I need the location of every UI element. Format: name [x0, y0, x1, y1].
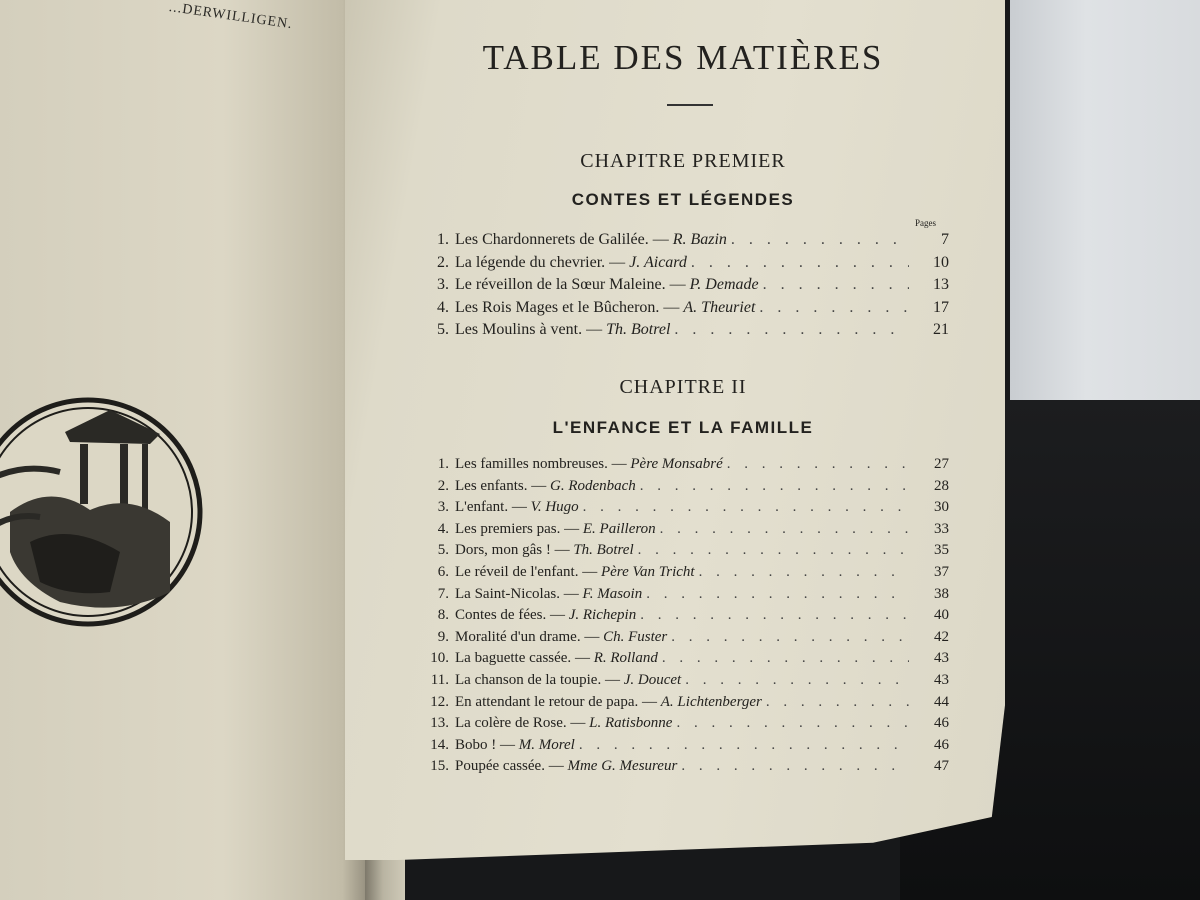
entry-title: Moralité d'un drame.	[455, 628, 581, 645]
entry-page: 35	[934, 542, 949, 559]
entry-author: P. Demade	[689, 276, 759, 293]
entry-page: 28	[934, 477, 949, 494]
toc-entry: 1. Les familles nombreuses. — Père Monsabré . . . 27	[423, 456, 949, 478]
entry-title: Les Moulins à vent.	[455, 321, 583, 338]
leader-dots	[640, 607, 909, 624]
chapter-1-entries	[423, 231, 949, 344]
entry-page: 43	[934, 671, 949, 688]
entry-author: J. Doucet	[623, 671, 682, 688]
leader-dots	[646, 586, 909, 603]
entry-title: La chanson de la toupie.	[455, 671, 602, 688]
entry-number: 13.	[430, 715, 449, 732]
entry-number: 1.	[437, 231, 449, 248]
entry-number: 6.	[437, 563, 449, 580]
toc-entry: 12. En attendant le retour de papa. — A. Lichtenberger . . . 44	[423, 694, 949, 716]
chapter-2-label: CHAPITRE II	[619, 376, 747, 398]
toc-entry: 4. Les Rois Mages et le Bûcheron. — A. Theuriet . . . 17	[423, 299, 949, 322]
chapter-1-title: CONTES ET LÉGENDES	[571, 190, 795, 209]
entry-title: Les Chardonnerets de Galilée.	[455, 231, 649, 248]
entry-number: 5.	[437, 321, 449, 338]
entry-title: Les enfants.	[455, 477, 528, 494]
toc-entry: 6. Le réveil de l'enfant. — Père Van Tricht . . . 37	[423, 564, 949, 586]
entry-number: 3.	[437, 276, 449, 293]
toc-entry: 11. La chanson de la toupie. — J. Doucet . . . 43	[423, 672, 949, 694]
entry-title: La Saint-Nicolas.	[455, 585, 560, 602]
table-of-contents	[345, 0, 985, 860]
entry-title: Poupée cassée.	[455, 758, 545, 775]
entry-number: 1.	[437, 456, 449, 472]
entry-title: Les premiers pas.	[455, 520, 561, 537]
leader-dots	[638, 542, 909, 559]
entry-title: Le réveil de l'enfant.	[455, 563, 579, 580]
leader-dots	[583, 499, 909, 516]
entry-title: Contes de fées.	[455, 607, 547, 624]
entry-author: V. Hugo	[530, 499, 579, 516]
entry-title: L'enfant.	[455, 499, 509, 516]
entry-number: 9.	[437, 628, 449, 645]
background-wall	[1010, 0, 1200, 400]
entry-author: E. Pailleron	[582, 520, 656, 537]
medallion-illustration	[0, 392, 206, 632]
entry-number: 2.	[437, 253, 449, 271]
entry-page: 40	[934, 607, 949, 624]
entry-number: 3.	[437, 499, 449, 516]
toc-entry: 2. Les enfants. — G. Rodenbach . . . 28	[423, 478, 949, 500]
chapter-1-label: CHAPITRE PREMIER	[580, 150, 786, 172]
entry-number: 10.	[430, 650, 449, 667]
toc-entry: 1. Les Chardonnerets de Galilée. — R. Bazin . . . 7	[423, 231, 949, 254]
entry-number: 4.	[437, 298, 449, 316]
title-rule	[667, 104, 713, 106]
leader-dots	[671, 629, 909, 646]
entry-title: Les familles nombreuses.	[455, 456, 608, 472]
toc-entry: 5. Dors, mon gâs ! — Th. Botrel . . . 35	[423, 542, 949, 564]
leader-dots	[674, 321, 909, 339]
leader-dots	[699, 564, 909, 581]
leader-dots	[676, 715, 909, 732]
entry-author: A. Lichtenberger	[660, 693, 762, 710]
toc-entry: 3. L'enfant. — V. Hugo . . . 30	[423, 499, 949, 521]
entry-page: 17	[933, 298, 949, 316]
entry-author: R. Rolland	[593, 650, 658, 667]
toc-entry: 8. Contes de fées. — J. Richepin . . . 40	[423, 607, 949, 629]
leader-dots	[685, 672, 909, 689]
entry-page: 10	[933, 253, 949, 271]
entry-page: 43	[934, 650, 949, 667]
leader-dots	[660, 521, 909, 538]
toc-entry: 3. Le réveillon de la Sœur Maleine. — P. Demade . . . 13	[423, 276, 949, 299]
leader-dots	[662, 650, 909, 667]
entry-page: 37	[934, 563, 949, 580]
leader-dots	[763, 276, 909, 294]
entry-number: 15.	[430, 758, 449, 775]
entry-page: 46	[934, 736, 949, 753]
entry-title: Le réveillon de la Sœur Maleine.	[455, 276, 666, 293]
toc-entry: 4. Les premiers pas. — E. Pailleron . . . 33	[423, 521, 949, 543]
entry-page: 13	[933, 276, 949, 293]
entry-number: 12.	[430, 693, 449, 710]
entry-page: 42	[934, 628, 949, 645]
toc-title: TABLE DES MATIÈRES	[482, 38, 884, 77]
entry-number: 14.	[430, 736, 449, 753]
toc-entry: 15. Poupée cassée. — Mme G. Mesureur . . . 47	[423, 758, 949, 780]
entry-page: 21	[933, 321, 949, 338]
entry-author: M. Morel	[518, 736, 575, 753]
entry-page: 47	[934, 758, 949, 775]
entry-number: 8.	[437, 607, 449, 624]
entry-title: Bobo !	[455, 736, 497, 753]
entry-author: Th. Botrel	[573, 542, 634, 559]
leader-dots	[727, 456, 909, 473]
entry-author: Th. Botrel	[606, 321, 671, 338]
entry-author: R. Bazin	[672, 231, 727, 248]
toc-entry: 7. La Saint-Nicolas. — F. Masoin . . . 38	[423, 586, 949, 608]
leader-dots	[691, 254, 909, 272]
toc-entry: 13. La colère de Rose. — L. Ratisbonne . . . 46	[423, 715, 949, 737]
entry-author: J. Aicard	[629, 253, 687, 271]
entry-author: A. Theuriet	[683, 298, 756, 316]
entry-number: 4.	[437, 520, 449, 537]
leader-dots	[681, 758, 909, 775]
entry-page: 46	[934, 715, 949, 732]
entry-author: Père Monsabré	[630, 456, 723, 472]
chapter-2-title: L'ENFANCE ET LA FAMILLE	[552, 418, 814, 437]
entry-page: 44	[934, 693, 949, 710]
entry-number: 2.	[437, 477, 449, 494]
entry-number: 5.	[437, 542, 449, 559]
pages-column-label: Pages	[915, 218, 936, 228]
entry-page: 7	[941, 231, 949, 248]
entry-title: Dors, mon gâs !	[455, 542, 551, 559]
entry-page: 33	[934, 520, 949, 537]
entry-title: La légende du chevrier.	[455, 253, 606, 271]
entry-title: La baguette cassée.	[455, 650, 572, 667]
leader-dots	[759, 299, 909, 317]
entry-author: Mme G. Mesureur	[567, 758, 678, 775]
entry-page: 30	[934, 499, 949, 516]
leader-dots	[731, 231, 909, 249]
entry-author: G. Rodenbach	[549, 477, 636, 494]
entry-number: 7.	[437, 585, 449, 602]
running-header: ...DERWILLIGEN.	[167, 0, 294, 33]
entry-author: L. Ratisbonne	[589, 715, 673, 732]
entry-author: F. Masoin	[582, 585, 643, 602]
entry-page: 38	[934, 585, 949, 602]
toc-entry: 2. La légende du chevrier. — J. Aicard . . . 10	[423, 254, 949, 277]
entry-number: 11.	[430, 671, 449, 688]
leader-dots	[640, 478, 909, 495]
entry-page: 27	[934, 456, 949, 472]
entry-author: Père Van Tricht	[600, 563, 695, 580]
toc-entry: 5. Les Moulins à vent. — Th. Botrel . . . 21	[423, 321, 949, 344]
entry-author: J. Richepin	[568, 607, 637, 624]
leader-dots	[579, 737, 909, 754]
toc-entry: 9. Moralité d'un drame. — Ch. Fuster . . . 42	[423, 629, 949, 651]
leader-dots	[766, 694, 909, 711]
toc-entry: 10. La baguette cassée. — R. Rolland . . . 43	[423, 650, 949, 672]
chapter-2-entries	[423, 456, 949, 780]
left-page	[0, 0, 372, 900]
entry-title: La colère de Rose.	[455, 715, 567, 732]
toc-entry: 14. Bobo ! — M. Morel . . . 46	[423, 737, 949, 759]
entry-title: Les Rois Mages et le Bûcheron.	[455, 298, 660, 316]
entry-author: Ch. Fuster	[603, 628, 668, 645]
entry-title: En attendant le retour de papa.	[455, 693, 639, 710]
